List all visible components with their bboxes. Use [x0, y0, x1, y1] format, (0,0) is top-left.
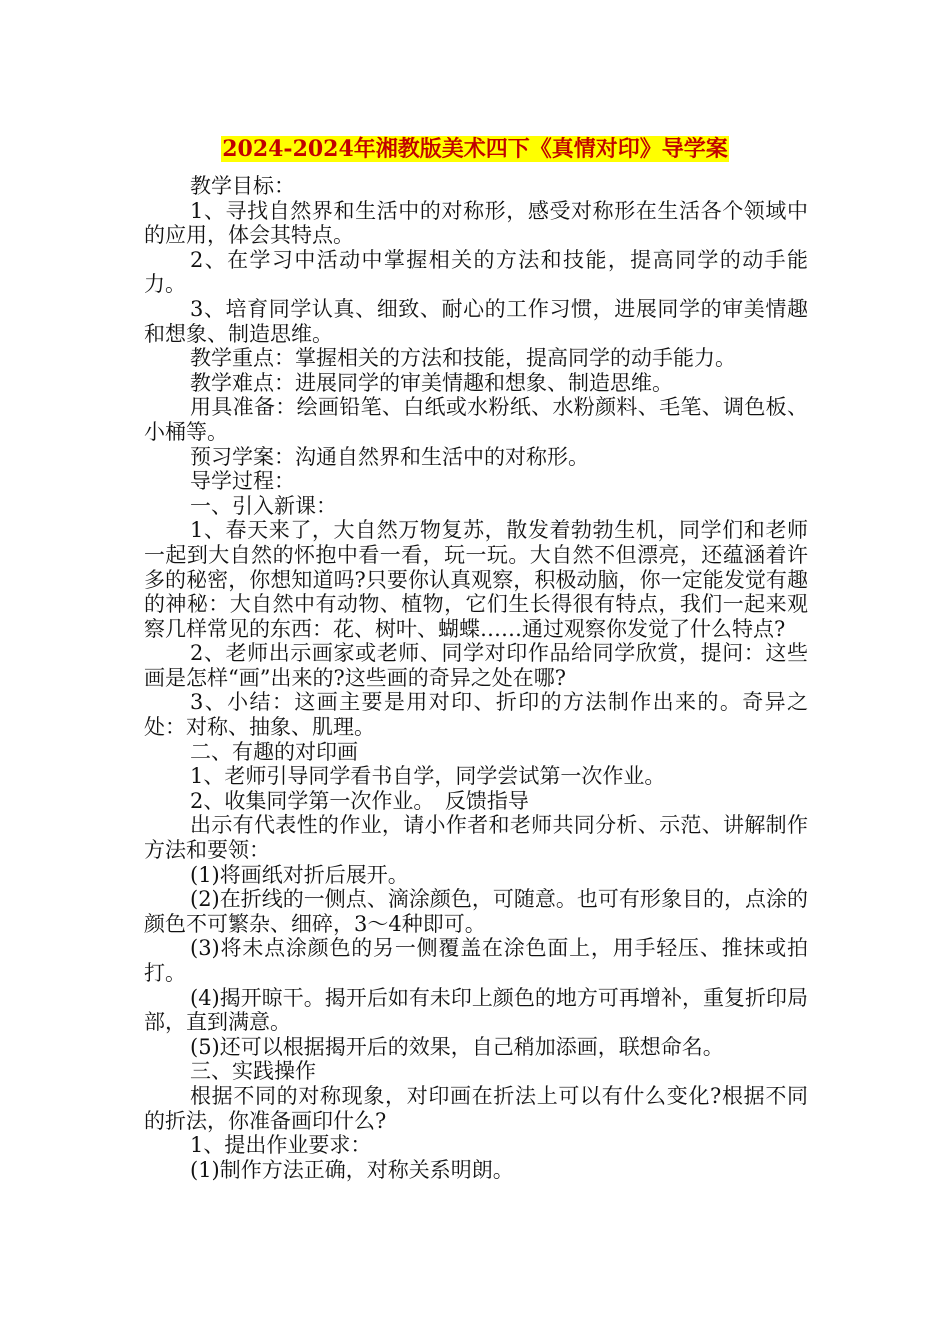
- paragraph: (4)揭开晾干。揭开后如有未印上颜色的地方可再增补，重复折印局部，直到满意。: [144, 985, 808, 1035]
- document-body: [144, 174, 808, 1182]
- paragraph: 1、提出作业要求：: [190, 1133, 372, 1158]
- paragraph: 教学目标：: [190, 174, 295, 198]
- paragraph: (5)还可以根据揭开后的效果，自己稍加添画，联想命名。: [190, 1034, 724, 1059]
- document-title: 2024-2024年湘教版美术四下《真情对印》导学案: [222, 136, 728, 162]
- paragraph: 1、老师引导同学看书自学，同学尝试第一次作业。: [190, 764, 666, 789]
- paragraph: (1)将画纸对折后展开。: [190, 862, 409, 887]
- paragraph: 2、收集同学第一次作业。 反馈指导: [190, 788, 529, 813]
- paragraph: 一、引入新课：: [190, 493, 337, 518]
- paragraph: 教学难点：进展同学的审美情趣和想象、制造思维。: [190, 370, 673, 395]
- paragraph: (1)制作方法正确，对称关系明朗。: [190, 1157, 514, 1182]
- paragraph: 导学过程：: [190, 469, 295, 494]
- paragraph: 2、在学习中活动中掌握相关的方法和技能，提高同学的动手能力。: [144, 247, 808, 297]
- paragraph: 出示有代表性的作业，请小作者和老师共同分析、示范、讲解制作方法和要领：: [144, 813, 808, 863]
- paragraph: 用具准备：绘画铅笔、白纸或水粉纸、水粉颜料、毛笔、调色板、小桶等。: [144, 395, 808, 444]
- paragraph: 1、春天来了，大自然万物复苏，散发着勃勃生机，同学们和老师一起到大自然的怀抱中看一看，玩一玩。大自然不但漂亮，还蕴涵着许多的秘密，你想知道吗?只要你认真观察，积极动脑，你一定能发觉有趣的神秘：大自然中有动物、植物，它们生长得很有特点，我们一起来观察几样常见的东西：花、树叶、蝴蝶……通过观察你发觉了什么特点?: [144, 518, 808, 641]
- paragraph: 三、实践操作: [190, 1059, 316, 1084]
- paragraph: 教学重点：掌握相关的方法和技能，提高同学的动手能力。: [190, 346, 736, 371]
- paragraph: 二、有趣的对印画: [190, 739, 358, 764]
- document-title-wrapper: [0, 133, 950, 165]
- paragraph: 2、老师出示画家或老师、同学对印作品给同学欣赏，提问：这些画是怎样“画”出来的?这些画的奇异之处在哪?: [144, 641, 808, 690]
- paragraph: 预习学案：沟通自然界和生活中的对称形。: [190, 444, 589, 469]
- paragraph: (2)在折线的一侧点、滴涂颜色，可随意。也可有形象目的，点涂的颜色不可繁杂、细碎，3～4种即可。: [144, 887, 808, 936]
- paragraph: 3、小结：这画主要是用对印、折印的方法制作出来的。奇异之处：对称、抽象、肌理。: [144, 690, 808, 740]
- paragraph: 根据不同的对称现象，对印画在折法上可以有什么变化?根据不同的折法，你准备画印什么?: [144, 1083, 808, 1133]
- paragraph: 1、寻找自然界和生活中的对称形，感受对称形在生活各个领域中的应用，体会其特点。: [144, 198, 808, 248]
- paragraph: (3)将未点涂颜色的另一侧覆盖在涂色面上，用手轻压、推抹或拍打。: [144, 936, 808, 985]
- paragraph: 3、培育同学认真、细致、耐心的工作习惯，进展同学的审美情趣和想象、制造思维。: [144, 296, 808, 346]
